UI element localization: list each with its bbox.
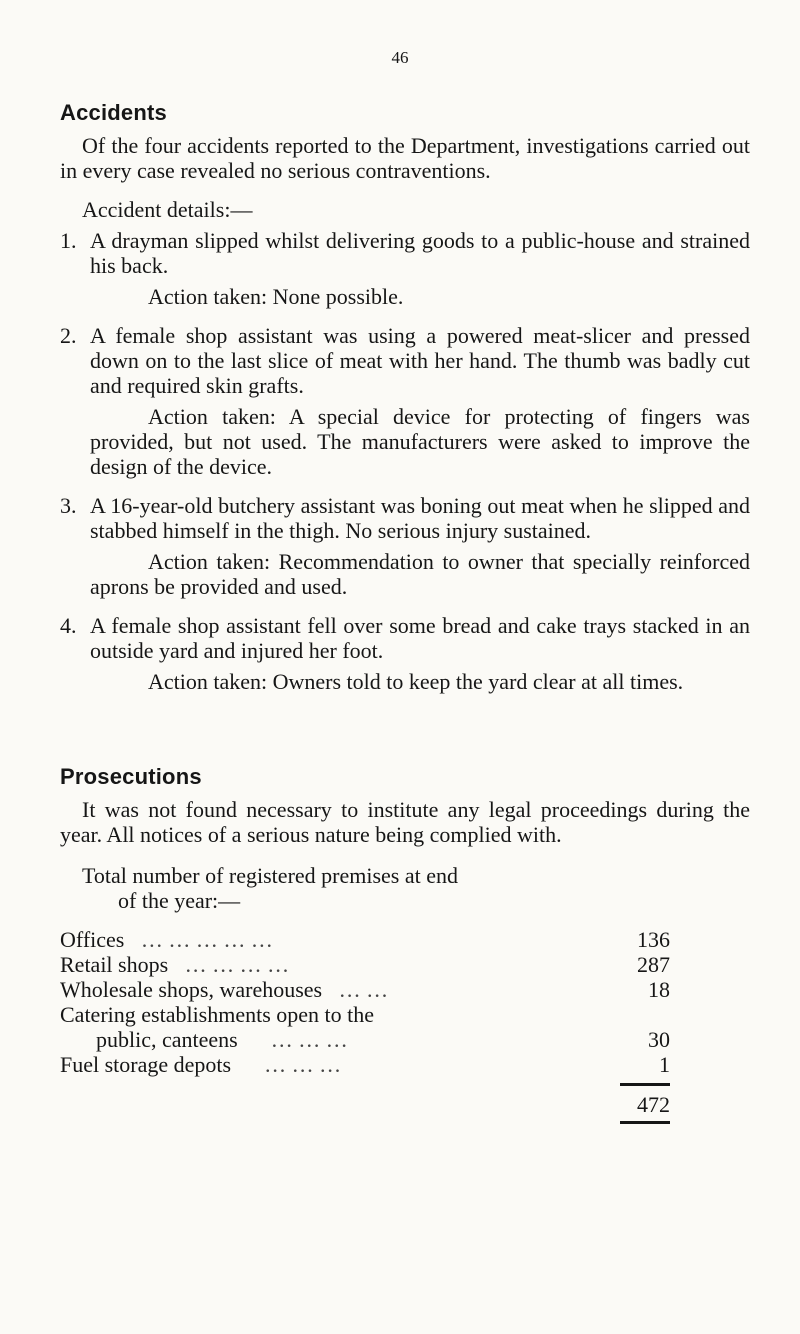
leader-dots: … … … bbox=[270, 1027, 348, 1052]
row-label: Wholesale shops, warehouses … … bbox=[60, 977, 389, 1002]
leader-dots: … … bbox=[338, 977, 389, 1002]
row-label: Offices … … … … … bbox=[60, 927, 273, 952]
total-value: 472 bbox=[637, 1092, 670, 1117]
row-label: Fuel storage depots … … … bbox=[60, 1052, 342, 1077]
accident-item-2 bbox=[60, 323, 750, 479]
table-row bbox=[60, 1052, 670, 1077]
table-row bbox=[60, 952, 670, 977]
accidents-heading: Accidents bbox=[60, 100, 167, 125]
row-label: Retail shops … … … … bbox=[60, 952, 290, 977]
row-value: 18 bbox=[648, 977, 670, 1002]
item-text: A 16-year-old butchery assistant was boning out meat when he slipped and stabbed himself in the thigh. No serious injury sustained. bbox=[90, 493, 750, 543]
accident-item-3 bbox=[60, 493, 750, 599]
prosecutions-heading: Prosecutions bbox=[60, 764, 202, 789]
item-text: A female shop assistant was using a powered meat-slicer and pressed down on to the last slice of meat with her hand. The thumb was badly cut and required skin grafts. bbox=[90, 323, 750, 398]
item-number: 2. bbox=[60, 323, 77, 348]
table-row bbox=[60, 1027, 670, 1052]
row-label: public, canteens … … … bbox=[96, 1027, 348, 1052]
total-row bbox=[60, 1092, 670, 1117]
table-row bbox=[60, 927, 670, 952]
accident-details-label: Accident details:— bbox=[82, 197, 253, 222]
row-value: 136 bbox=[637, 927, 670, 952]
item-number: 3. bbox=[60, 493, 77, 518]
prosecutions-text: It was not found necessary to institute any legal proceedings during the year. All notices of a serious nature being complied with. bbox=[60, 797, 750, 847]
row-value: 287 bbox=[637, 952, 670, 977]
table-row bbox=[60, 977, 670, 1002]
accidents-intro: Of the four accidents reported to the Department, investigations carried out in every case revealed no serious contraventions. bbox=[60, 133, 750, 183]
total-rule-bottom bbox=[620, 1121, 670, 1124]
page-number: 46 bbox=[391, 48, 409, 67]
item-action: Action taken: A special device for protecting of fingers was provided, but not used. The manufacturers were asked to improve the design of the device. bbox=[90, 404, 750, 479]
table-row bbox=[60, 1002, 670, 1027]
item-number: 1. bbox=[60, 228, 77, 253]
item-text: A drayman slipped whilst delivering goods to a public-house and strained his back. bbox=[90, 228, 750, 278]
leader-dots: … … … bbox=[264, 1052, 342, 1077]
row-value: 30 bbox=[648, 1027, 670, 1052]
row-value: 1 bbox=[659, 1052, 670, 1077]
accident-item-1 bbox=[60, 228, 750, 309]
accident-item-4 bbox=[60, 613, 750, 694]
item-text: A female shop assistant fell over some bread and cake trays stacked in an outside yard and injured her foot. bbox=[90, 613, 750, 663]
page-content bbox=[60, 100, 750, 1124]
premises-table bbox=[60, 927, 670, 1124]
leader-dots: … … … … … bbox=[140, 927, 273, 952]
row-label: Catering establishments open to the bbox=[60, 1002, 375, 1027]
leader-dots: … … … … bbox=[184, 952, 290, 977]
item-number: 4. bbox=[60, 613, 77, 638]
total-intro-continued: of the year:— bbox=[118, 888, 241, 913]
item-action: Action taken: Owners told to keep the yard clear at all times. bbox=[148, 669, 684, 694]
total-rule-top bbox=[620, 1083, 670, 1086]
total-intro: Total number of registered premises at end bbox=[82, 863, 458, 888]
item-action: Action taken: None possible. bbox=[148, 284, 404, 309]
item-action: Action taken: Recommendation to owner that specially reinforced aprons be provided and used. bbox=[90, 549, 750, 599]
